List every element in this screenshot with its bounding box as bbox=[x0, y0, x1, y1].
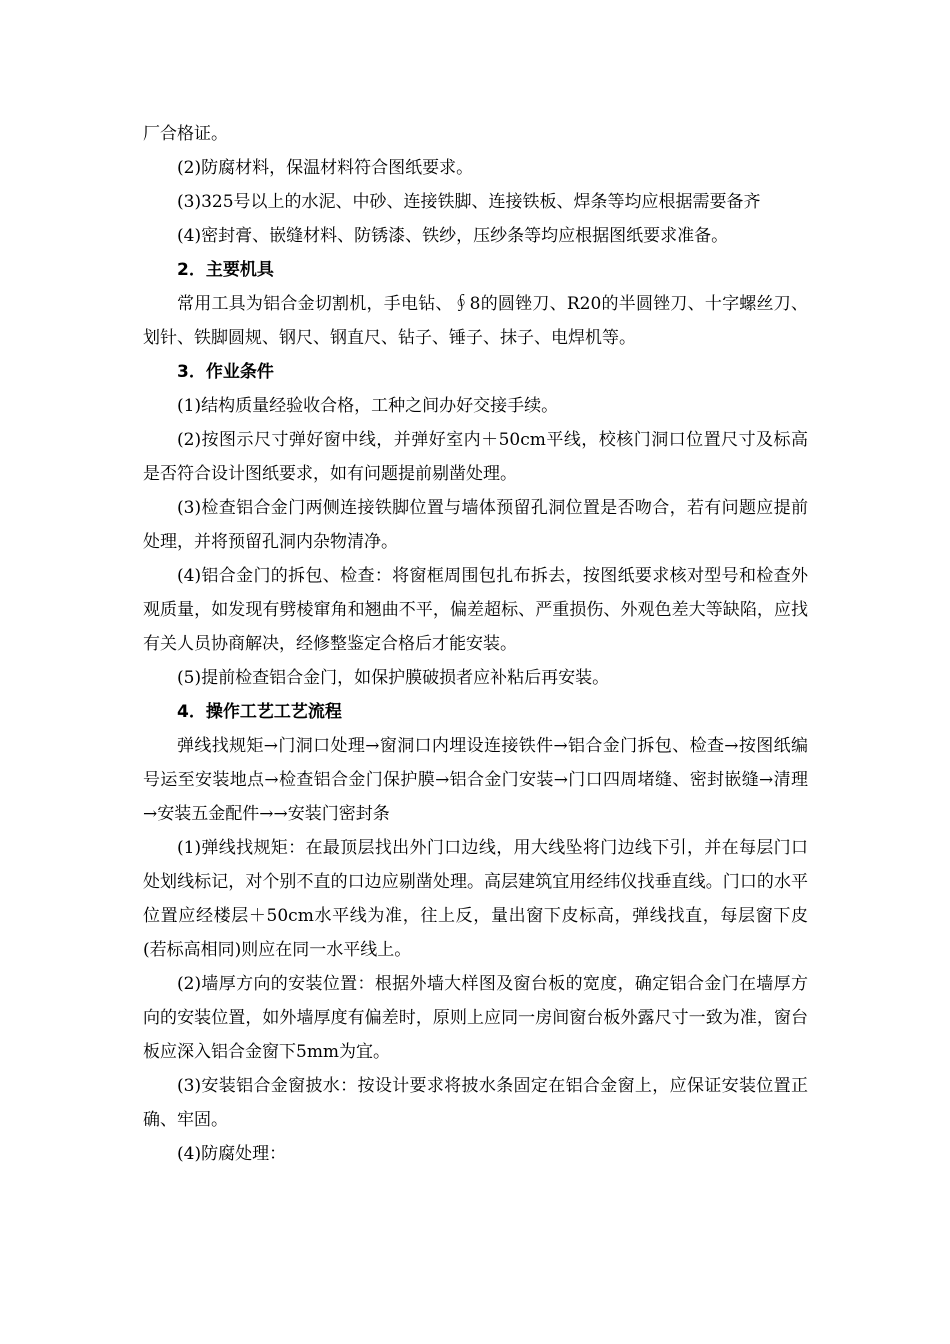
paragraph-materials-3: (3)325号以上的水泥、中砂、连接铁脚、连接铁板、焊条等均应根据需要备齐 bbox=[177, 192, 761, 212]
paragraph-process-4: (4)防腐处理： bbox=[177, 1144, 287, 1164]
section-heading-main-tools: 2．主要机具 bbox=[177, 260, 274, 280]
paragraph-materials-4: (4)密封膏、嵌缝材料、防锈漆、铁纱，压纱条等均应根据图纸要求准备。 bbox=[177, 226, 729, 246]
section-heading-process-flow: 4．操作工艺工艺流程 bbox=[177, 702, 342, 722]
paragraph-process-2: (2)墙厚方向的安装位置：根据外墙大样图及窗台板的宽度，确定铝合金门在墙厚方向的安装位置，如外墙厚度有偏差时，原则上应同一房间窗台板外露尺寸一致为准，窗台板应深入铝合金窗下5mm为宜。 bbox=[143, 974, 808, 1062]
paragraph-tools: 常用工具为铝合金切割机，手电钻、∮8的圆锉刀、R20的半圆锉刀、十字螺丝刀、划针、铁脚圆规、钢尺、钢直尺、钻子、锤子、抹子、电焊机等。 bbox=[143, 294, 808, 348]
paragraph-conditions-1: (1)结构质量经验收合格，工种之间办好交接手续。 bbox=[177, 396, 559, 416]
paragraph-conditions-3: (3)检查铝合金门两侧连接铁脚位置与墙体预留孔洞位置是否吻合，若有问题应提前处理，并将预留孔洞内杂物清净。 bbox=[143, 498, 808, 552]
section-heading-work-conditions: 3．作业条件 bbox=[177, 362, 274, 382]
paragraph-materials-2: (2)防腐材料，保温材料符合图纸要求。 bbox=[177, 158, 474, 178]
paragraph-conditions-4: (4)铝合金门的拆包、检查：将窗框周围包扎布拆去，按图纸要求核对型号和检查外观质量，如发现有劈棱窜角和翘曲不平，偏差超标、严重损伤、外观色差大等缺陷，应找有关人员协商解决，经修整鉴定合格后才能安装。 bbox=[143, 566, 808, 654]
document-page bbox=[143, 117, 808, 1171]
paragraph-conditions-2: (2)按图示尺寸弹好窗中线，并弹好室内＋50cm平线，校核门洞口位置尺寸及标高是否符合设计图纸要求，如有问题提前剔凿处理。 bbox=[143, 430, 808, 484]
paragraph-conditions-5: (5)提前检查铝合金门，如保护膜破损者应补粘后再安装。 bbox=[177, 668, 610, 688]
paragraph-process-3: (3)安装铝合金窗披水：按设计要求将披水条固定在铝合金窗上，应保证安装位置正确、牢固。 bbox=[143, 1076, 808, 1130]
paragraph-process-1: (1)弹线找规矩：在最顶层找出外门口边线，用大线坠将门边线下引，并在每层门口处划线标记，对个别不直的口边应剔凿处理。高层建筑宜用经纬仪找垂直线。门口的水平位置应经楼层＋50cm水平线为准，往上反，量出窗下皮标高，弹线找直，每层窗下皮(若标高相同)则应在同一水平线上。 bbox=[143, 838, 808, 960]
paragraph-process-flow: 弹线找规矩→门洞口处理→窗洞口内埋设连接铁件→铝合金门拆包、检查→按图纸编号运至安装地点→检查铝合金门保护膜→铝合金门安装→门口四周堵缝、密封嵌缝→清理→安装五金配件→→安装门密封条 bbox=[143, 736, 808, 824]
paragraph-continuation: 厂合格证。 bbox=[143, 124, 228, 144]
